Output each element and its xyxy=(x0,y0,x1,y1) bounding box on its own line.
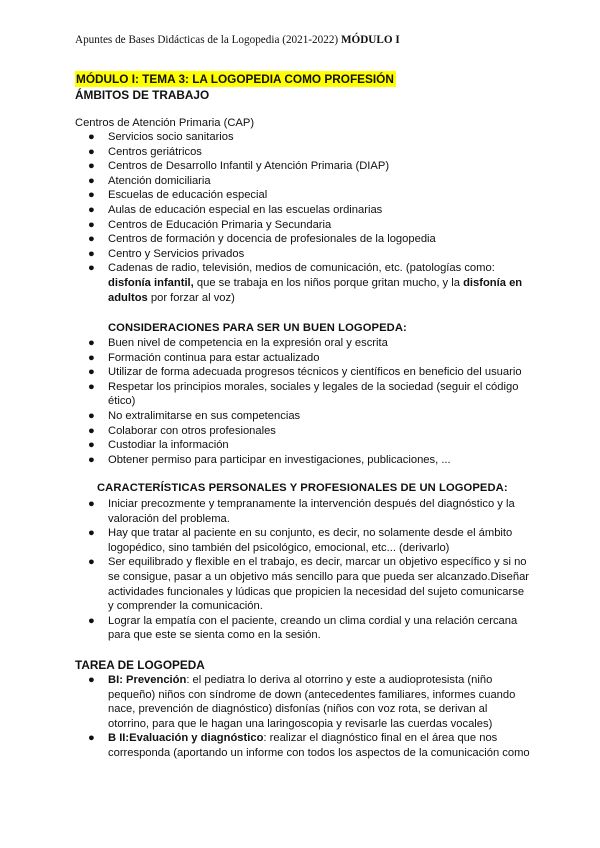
list-item: ● Centros de formación y docencia de profesionales de la logopedia xyxy=(88,233,436,246)
bullet-icon: ● xyxy=(88,160,95,173)
tarea-list xyxy=(88,673,538,761)
tarea-heading: TAREA DE LOGOPEDA xyxy=(75,658,205,672)
bullet-icon: ● xyxy=(88,218,95,231)
bullet-icon: ● xyxy=(88,366,95,379)
list-item-prevencion: ● BI: Prevención: el pediatra lo deriva al otorrino y este a audioprotesista (niño pequeño) niños con síndrome de down (antecedentes familiares, informes cuando nace, prevención de diagnóstico) disfonías (niños con voz rota, se derivan al otorrino, para que le hagan una laringoscopia y revisarle las cuerdas vocales) xyxy=(88,674,516,730)
bullet-icon: ● xyxy=(88,527,95,540)
list-item-evaluacion: ● B II:Evaluación y diagnóstico: realizar el diagnóstico final en el área que nos corresponda (aportando un informe con todos los aspectos de la comunicación como xyxy=(88,732,530,759)
list-item: ● Custodiar la información xyxy=(88,439,229,452)
page-title: MÓDULO I: TEMA 3: LA LOGOPEDIA COMO PROFESIÓN xyxy=(76,72,394,86)
list-item: ● Centros de Desarrollo Infantil y Atención Primaria (DIAP) xyxy=(88,160,390,173)
caracteristicas-heading: CARACTERÍSTICAS PERSONALES Y PROFESIONALES DE UN LOGOPEDA: xyxy=(97,482,508,494)
bullet-icon: ● xyxy=(88,189,95,202)
bullet-icon: ● xyxy=(88,337,95,349)
consideraciones-list xyxy=(88,336,528,467)
ambitos-list xyxy=(88,130,528,305)
bullet-icon: ● xyxy=(88,732,95,745)
list-item: ● Utilizar de forma adecuada progresos técnicos y científicos en beneficio del usuario xyxy=(88,366,522,379)
list-item: ● Obtener permiso para participar en investigaciones, publicaciones, ... xyxy=(88,453,451,466)
bullet-icon: ● xyxy=(88,351,95,364)
list-item: ● Colaborar con otros profesionales xyxy=(88,424,276,437)
list-item: ● No extralimitarse en sus competencias xyxy=(88,409,301,422)
bullet-icon: ● xyxy=(88,203,95,216)
list-item-cadenas: ● Cadenas de radio, televisión, medios de comunicación, etc. (patologías como: disfonía infantil, que se trabaja en los niños porque gritan mucho, y la disfonía en adultos por forzar al voz) xyxy=(88,262,523,304)
bullet-icon: ● xyxy=(88,131,95,143)
list-item: ● Formación continua para estar actualizado xyxy=(88,351,320,364)
list-item: ● Servicios socio sanitarios xyxy=(88,131,234,143)
list-item: ● Escuelas de educación especial xyxy=(88,189,268,202)
bullet-icon: ● xyxy=(88,174,95,187)
bullet-icon: ● xyxy=(88,262,95,275)
caracteristicas-list xyxy=(88,497,538,643)
cap-label: Centros de Atención Primaria (CAP) xyxy=(75,117,255,129)
bullet-icon: ● xyxy=(88,409,95,422)
list-item: ● Hay que tratar al paciente en su conjunto, es decir, no solamente desde el ámbito logopédico, sino también del psicológico, emocional, etc... (derivarlo) xyxy=(88,527,513,554)
list-item: ● Aulas de educación especial en las escuelas ordinarias xyxy=(88,203,383,216)
bullet-icon: ● xyxy=(88,614,95,627)
bullet-icon: ● xyxy=(88,380,95,393)
bullet-icon: ● xyxy=(88,233,95,246)
running-header xyxy=(75,34,400,46)
list-item: ● Buen nivel de competencia en la expresión oral y escrita xyxy=(88,337,388,349)
bullet-icon: ● xyxy=(88,674,95,686)
consideraciones-heading: CONSIDERACIONES PARA SER UN BUEN LOGOPEDA: xyxy=(108,322,407,334)
list-item: ● Lograr la empatía con el paciente, creando un clima cordial y una relación cercana para que este se sienta como en la sesión. xyxy=(88,614,518,642)
list-item: ● Ser equilibrado y flexible en el trabajo, es decir, marcar un objetivo específico y si no se consigue, pasar a un objetivo más sencillo para que pueda ser alcanzado.Diseñar actividades funcionales y lúdicas que propicien la necesidad del sujeto comunicarse y comprender la comunicación. xyxy=(88,556,530,613)
bullet-icon: ● xyxy=(88,145,95,158)
bullet-icon: ● xyxy=(88,424,95,437)
bullet-icon: ● xyxy=(88,556,95,569)
list-item: ● Respetar los principios morales, sociales y legales de la sociedad (seguir el código ético) xyxy=(88,380,519,408)
list-item: ● Centros de Educación Primaria y Secundaria xyxy=(88,218,332,231)
ambitos-heading: ÁMBITOS DE TRABAJO xyxy=(75,88,210,102)
bullet-icon: ● xyxy=(88,439,95,452)
list-item: ● Iniciar precozmente y tempranamente la intervención después del diagnóstico y la valoración del problema. xyxy=(88,498,515,525)
header-module: MÓDULO I xyxy=(340,34,400,46)
list-item: ● Centro y Servicios privados xyxy=(88,247,245,260)
list-item: ● Atención domiciliaria xyxy=(88,174,211,187)
bullet-icon: ● xyxy=(88,247,95,260)
list-item: ● Centros geriátricos xyxy=(88,145,202,158)
bullet-icon: ● xyxy=(88,453,95,466)
bullet-icon: ● xyxy=(88,498,95,510)
header-course: Apuntes de Bases Didácticas de la Logopedia (2021-2022) xyxy=(75,34,339,46)
